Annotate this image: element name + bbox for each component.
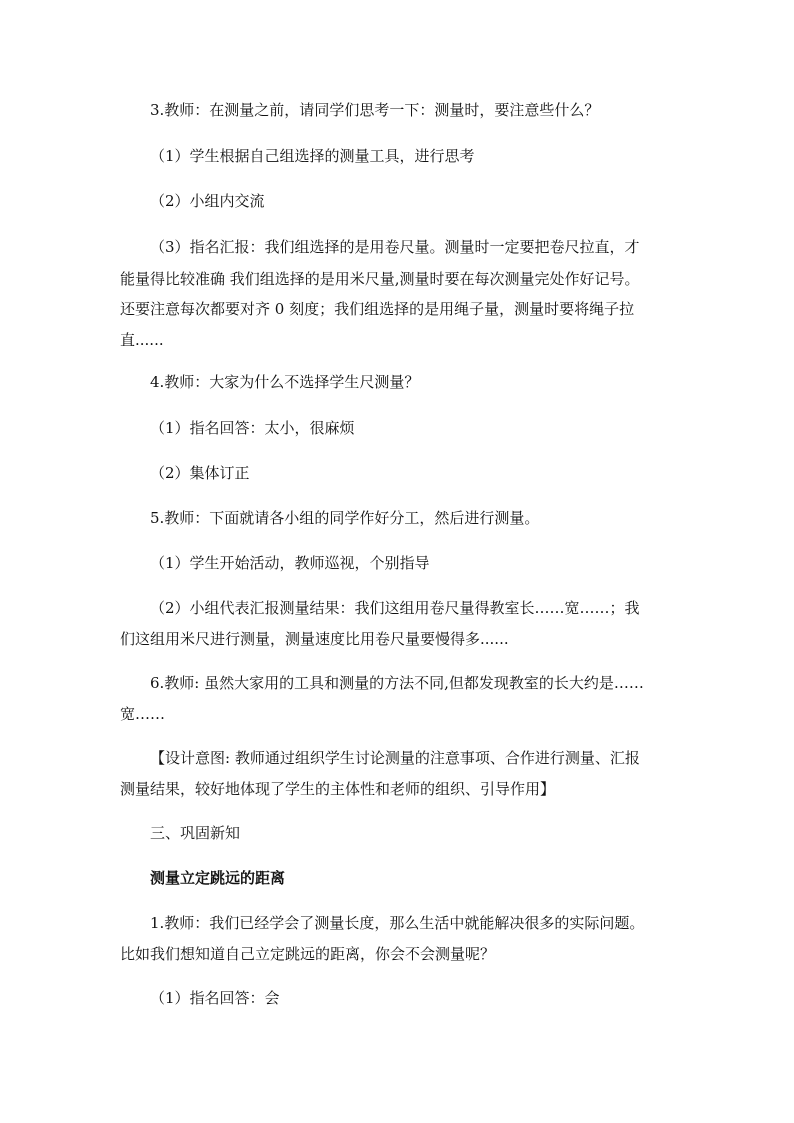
paragraph-jump-sub1: （1）指名回答：会 — [150, 989, 280, 1007]
design-intent-line1: 【设计意图: 教师通过组织学生讨论测量的注意事项、合作进行测量、汇报 — [150, 749, 640, 767]
paragraph-step5-sub2-line2: 们这组用米尺进行测量，测量速度比用卷尺量要慢得多...... — [120, 630, 509, 648]
paragraph-step3-sub2: （2）小组内交流 — [150, 192, 265, 210]
paragraph-step3-sub3-line1: （3）指名汇报：我们组选择的是用卷尺量。测量时一定要把卷尺拉直，才 — [150, 238, 640, 256]
paragraph-step4-sub1: （1）指名回答：太小，很麻烦 — [150, 419, 355, 437]
section-heading-consolidate: 三、巩固新知 — [150, 824, 241, 842]
paragraph-step6-line1: 6.教师: 虽然大家用的工具和测量的方法不同,但都发现教室的长大约是…… — [150, 674, 644, 692]
paragraph-jump-question-line2: 比如我们想知道自己立定跳远的距离，你会不会测量呢？ — [120, 945, 496, 963]
paragraph-step3-sub3-line3: 还要注意每次都要对齐 0 刻度；我们组选择的是用绳子量，测量时要将绳子拉 — [120, 300, 635, 318]
paragraph-step3-question: 3.教师：在测量之前，请同学们思考一下：测量时，要注意些什么？ — [150, 101, 600, 119]
paragraph-step6-line2: 宽…… — [120, 705, 166, 723]
design-intent-line2: 测量结果，较好地体现了学生的主体性和老师的组织、引导作用】 — [120, 780, 556, 798]
paragraph-step4-sub2: （2）集体订正 — [150, 464, 250, 482]
paragraph-step3-sub3-line2: 能量得比较准确 我们组选择的是用米尺量,测量时要在每次测量完处作好记号。 — [120, 270, 640, 288]
paragraph-step3-sub3-line4: 直...... — [120, 331, 164, 349]
paragraph-step5-sub1: （1）学生开始活动，教师巡视，个别指导 — [150, 554, 430, 572]
paragraph-step4-question: 4.教师：大家为什么不选择学生尺测量？ — [150, 373, 420, 391]
subsection-heading-long-jump: 测量立定跳远的距离 — [150, 869, 286, 887]
paragraph-step5-sub2-line1: （2）小组代表汇报测量结果：我们这组用卷尺量得教室长……宽……；我 — [150, 599, 640, 617]
paragraph-step3-sub1: （1）学生根据自己组选择的测量工具，进行思考 — [150, 147, 475, 165]
paragraph-step5-question: 5.教师：下面就请各小组的同学作好分工，然后进行测量。 — [150, 509, 540, 527]
paragraph-jump-question-line1: 1.教师：我们已经学会了测量长度，那么生活中就能解决很多的实际问题。 — [150, 914, 645, 932]
